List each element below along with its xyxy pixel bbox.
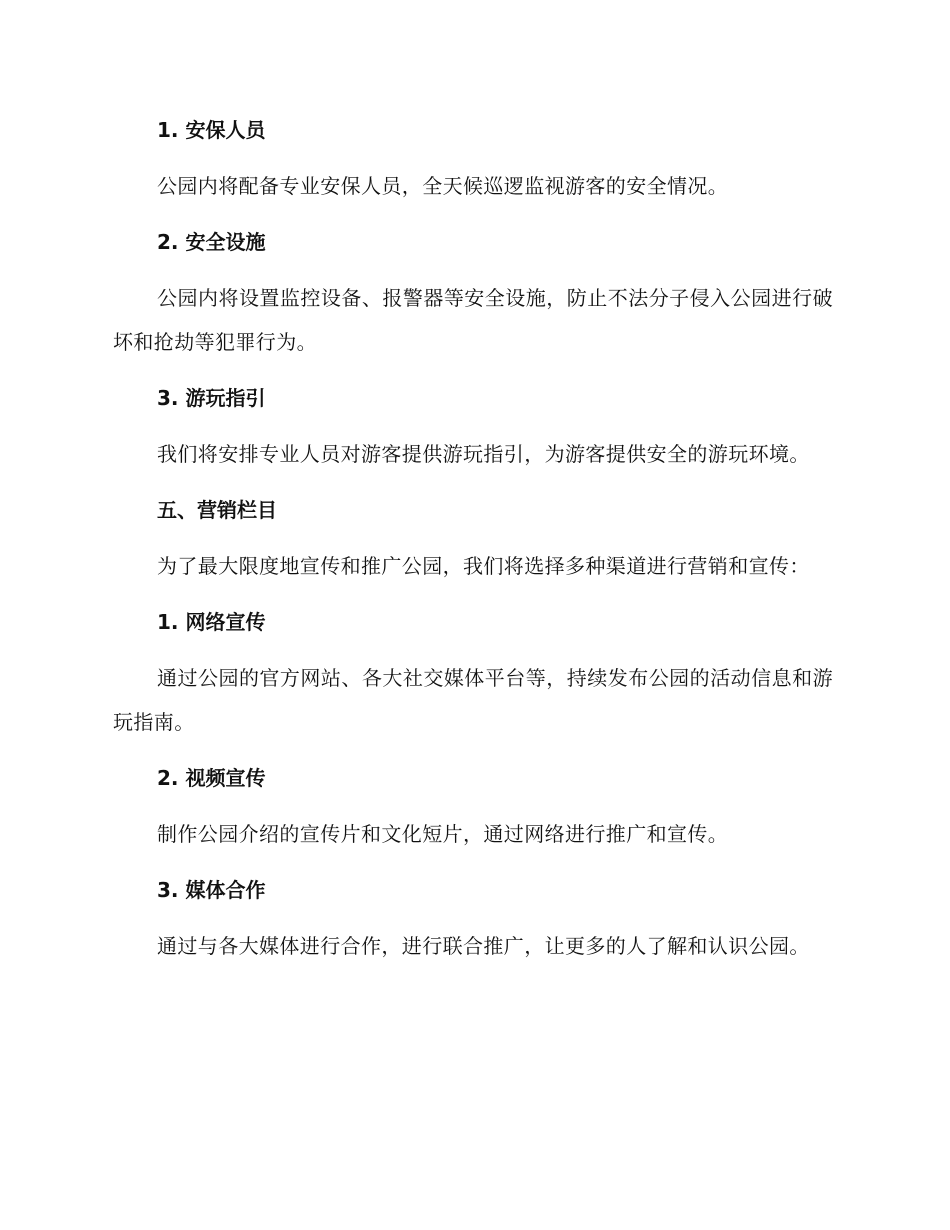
paragraph-marketing-intro: 为了最大限度地宣传和推广公园，我们将选择多种渠道进行营销和宣传：: [157, 554, 810, 578]
paragraph-safety-facilities: 公园内将设置监控设备、报警器等安全设施，防止不法分子侵入公园进行破坏和抢劫等犯罪行为。: [113, 286, 833, 354]
paragraph-online-promotion: 通过公园的官方网站、各大社交媒体平台等，持续发布公园的活动信息和游玩指南。: [113, 666, 833, 734]
section-heading-media-cooperation: 3. 媒体合作: [157, 878, 266, 902]
section-heading-safety-facilities: 2. 安全设施: [157, 230, 266, 254]
paragraph-media-cooperation: 通过与各大媒体进行合作，进行联合推广，让更多的人了解和认识公园。: [157, 934, 810, 958]
paragraph-visit-guidance: 我们将安排专业人员对游客提供游玩指引，为游客提供安全的游玩环境。: [157, 442, 810, 466]
section-heading-marketing: 五、营销栏目: [157, 498, 277, 522]
paragraph-video-promotion: 制作公园介绍的宣传片和文化短片，通过网络进行推广和宣传。: [157, 822, 729, 846]
document-body: [113, 108, 833, 980]
section-heading-security-staff: 1. 安保人员: [157, 118, 266, 142]
section-heading-visit-guidance: 3. 游玩指引: [157, 386, 266, 410]
section-heading-online-promotion: 1. 网络宣传: [157, 610, 266, 634]
paragraph-security-staff: 公园内将配备专业安保人员，全天候巡逻监视游客的安全情况。: [157, 174, 729, 198]
section-heading-video-promotion: 2. 视频宣传: [157, 766, 266, 790]
